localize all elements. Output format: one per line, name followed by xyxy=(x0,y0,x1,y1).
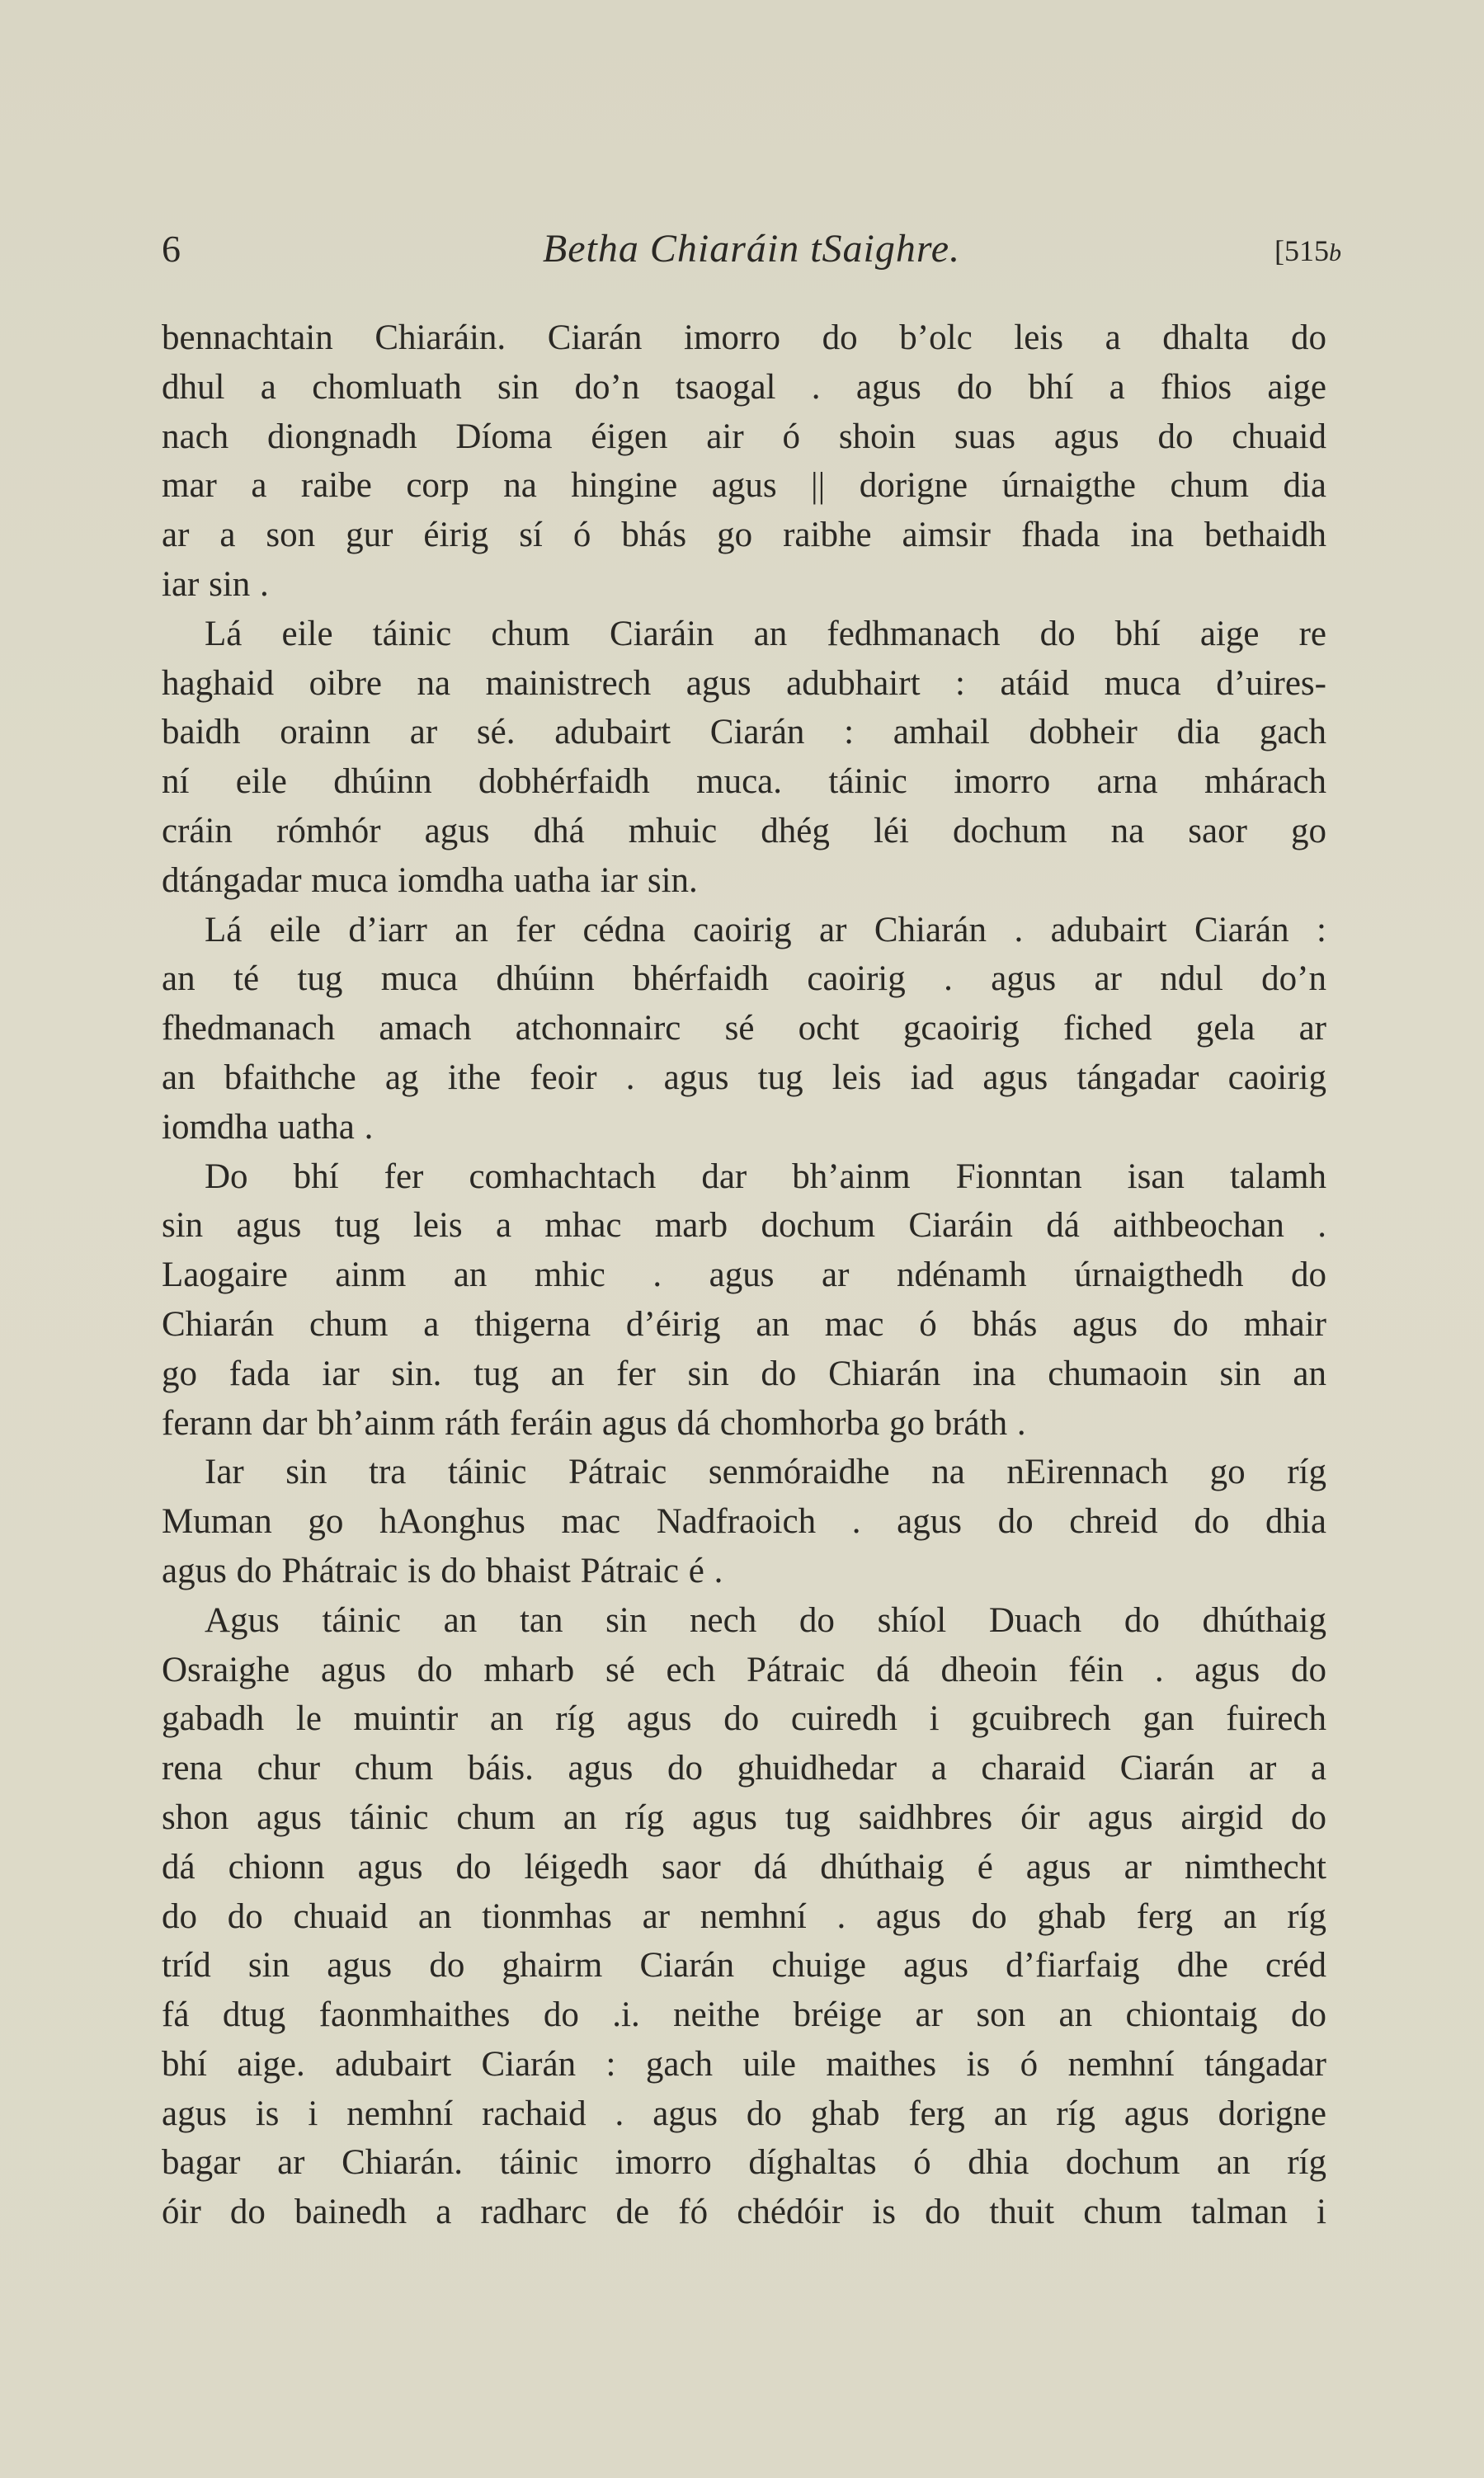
text-line: haghaid oibre na mainistrech agus adubhairt : atáid muca d’uires- xyxy=(162,663,1326,703)
text-line: agus is i nemhní rachaid . agus do ghab ferg an ríg agus dorigne xyxy=(162,2094,1326,2133)
text-line: Laogaire ainm an mhic . agus ar ndénamh úrnaigthedh do xyxy=(162,1255,1326,1295)
page-number: 6 xyxy=(162,228,181,270)
text-line: Lá eile táinic chum Ciaráin an fedhmanach do bhí aige re xyxy=(205,614,1326,653)
text-line: shon agus táinic chum an ríg agus tug saidhbres óir agus airgid do xyxy=(162,1797,1326,1837)
text-line: ferann dar bh’ainm ráth feráin agus dá chomhorba go bráth . xyxy=(162,1403,1026,1443)
body-text xyxy=(162,313,1326,2237)
text-line: sin agus tug leis a mhac marb dochum Ciaráin dá aithbeochan . xyxy=(162,1206,1326,1246)
text-line: go fada iar sin. tug an fer sin do Chiarán ina chumaoin sin an xyxy=(162,1354,1326,1393)
paragraph xyxy=(162,313,1326,610)
text-line: nach diongnadh Díoma éigen air ó shoin suas agus do chuaid xyxy=(162,417,1326,456)
text-line: bagar ar Chiarán. táinic imorro díghaltas ó dhia dochum an ríg xyxy=(162,2143,1326,2183)
paragraph xyxy=(162,1152,1326,1449)
text-line: Iar sin tra táinic Pátraic senmóraidhe na nEirennach go ríg xyxy=(205,1453,1326,1492)
text-line: óir do bainedh a radharc de fó chédóir is do thuit chum talman i xyxy=(162,2193,1326,2232)
text-line: agus do Phátraic is do bhaist Pátraic é . xyxy=(162,1551,723,1590)
folio-suffix: b xyxy=(1329,239,1341,266)
text-line: iomdha uatha . xyxy=(162,1107,374,1147)
text-line: mar a raibe corp na hingine agus || dorigne úrnaigthe chum dia xyxy=(162,466,1326,506)
paragraph xyxy=(162,1448,1326,1595)
paragraph xyxy=(162,906,1326,1152)
text-line: Agus táinic an tan sin nech do shíol Duach do dhúthaig xyxy=(205,1600,1326,1640)
folio-number: [515 xyxy=(1274,234,1329,267)
text-line: fhedmanach amach atchonnairc sé ocht gcaoirig fiched gela ar xyxy=(162,1009,1326,1048)
text-line: dhul a chomluath sin do’n tsaogal . agus do bhí a fhios aige xyxy=(162,367,1326,407)
text-line: Lá eile d’iarr an fer cédna caoirig ar Chiarán . adubairt Ciarán : xyxy=(205,910,1326,949)
text-line: tríd sin agus do ghairm Ciarán chuige agus d’fiarfaig dhe créd xyxy=(162,1946,1326,1986)
text-line: cráin rómhór agus dhá mhuic dhég léi dochum na saor go xyxy=(162,811,1326,850)
running-title: Betha Chiaráin tSaighre. xyxy=(542,227,961,271)
text-line: gabadh le muintir an ríg agus do cuiredh i gcuibrech gan fuirech xyxy=(162,1699,1326,1739)
text-line: do do chuaid an tionmhas ar nemhní . agus do ghab ferg an ríg xyxy=(162,1896,1326,1936)
running-head xyxy=(162,224,1341,274)
text-line: Osraighe agus do mharb sé ech Pátraic dá dheoin féin . agus do xyxy=(162,1650,1326,1689)
text-line: rena chur chum báis. agus do ghuidhedar a charaid Ciarán ar a xyxy=(162,1749,1326,1788)
text-line: Chiarán chum a thigerna d’éirig an mac ó bhás agus do mhair xyxy=(162,1304,1326,1344)
folio-reference xyxy=(1274,226,1341,278)
text-line: dtángadar muca iomdha uatha iar sin. xyxy=(162,860,698,900)
text-line: ar a son gur éirig sí ó bhás go raibhe aimsir fhada ina bethaidh xyxy=(162,516,1326,555)
text-line: dá chionn agus do léigedh saor dá dhúthaig é agus ar nimthecht xyxy=(162,1847,1326,1887)
text-line: fá dtug faonmhaithes do .i. neithe bréige ar son an chiontaig do xyxy=(162,1995,1326,2035)
text-line: Muman go hAonghus mac Nadfraoich . agus do chreid do dhia xyxy=(162,1502,1326,1542)
paragraph xyxy=(162,1596,1326,2237)
text-line: iar sin . xyxy=(162,564,269,604)
paragraph xyxy=(162,610,1326,906)
text-line: bennachtain Chiaráin. Ciarán imorro do b’olc leis a dhalta do xyxy=(162,318,1326,357)
text-line: an bfaithche ag ithe feoir . agus tug leis iad agus tángadar caoirig xyxy=(162,1058,1326,1097)
text-line: ní eile dhúinn dobhérfaidh muca. táinic imorro arna mhárach xyxy=(162,762,1326,802)
text-line: bhí aige. adubairt Ciarán : gach uile maithes is ó nemhní tángadar xyxy=(162,2044,1326,2084)
text-line: an té tug muca dhúinn bhérfaidh caoirig . agus ar ndul do’n xyxy=(162,959,1326,999)
text-line: Do bhí fer comhachtach dar bh’ainm Fionntan isan talamh xyxy=(205,1157,1326,1196)
text-line: baidh orainn ar sé. adubairt Ciarán : amhail dobheir dia gach xyxy=(162,713,1326,752)
